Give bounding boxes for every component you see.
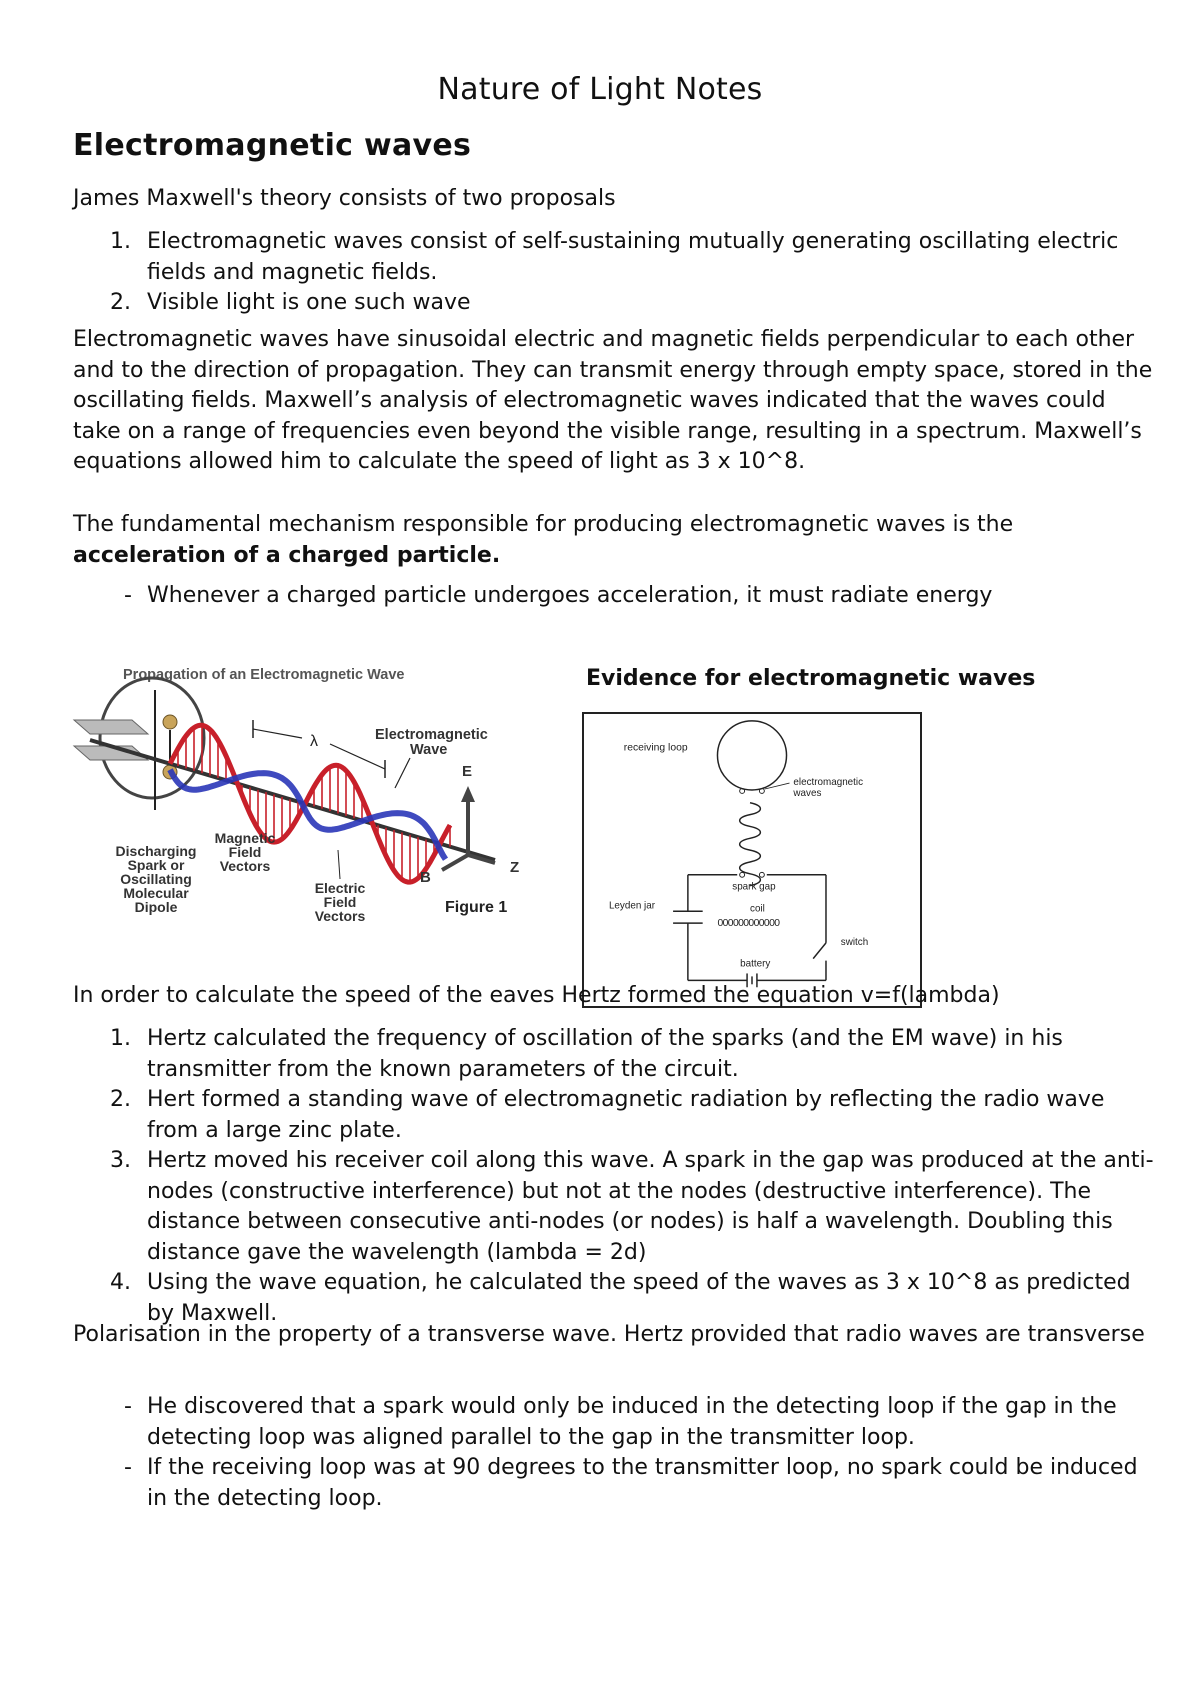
axis-e-label: E — [462, 763, 473, 780]
em-waves-label: electromagnetic — [793, 777, 864, 789]
paragraph-polarisation: Polarisation in the property of a transverse wave. Hertz provided that radio waves are transverse — [73, 1322, 1145, 1347]
lambda-symbol: λ — [310, 733, 318, 750]
evidence-heading: Evidence for electromagnetic waves — [586, 666, 1036, 691]
svg-text:Vectors: Vectors — [219, 858, 271, 874]
magnetic-field-wave — [170, 770, 446, 860]
figure1-caption: Figure 1 — [445, 899, 508, 916]
wave-label: Electromagnetic — [375, 727, 488, 743]
svg-text:waves: waves — [793, 787, 822, 799]
list-item: 2. Visible light is one such wave — [110, 290, 471, 315]
coil-label: coil — [750, 903, 765, 915]
battery-label: battery — [740, 958, 771, 970]
svg-text:Dipole: Dipole — [134, 899, 178, 915]
svg-text:Spark or: Spark or — [127, 857, 185, 873]
svg-text:Field: Field — [228, 844, 262, 860]
svg-text:Discharging: Discharging — [115, 843, 197, 859]
coil-icon: 000000000000 — [717, 918, 780, 930]
intro-text: James Maxwell's theory consists of two proposals — [73, 186, 616, 211]
polarisation-list — [73, 1392, 1158, 1514]
axis-b-label: B — [420, 869, 431, 886]
list-item: 4. Using the wave equation, he calculated the speed of the waves as 3 x 10^8 as predicted by Maxwell. — [110, 1270, 1131, 1326]
axis-z-label: Z — [510, 859, 520, 876]
wave-label-pointer — [395, 758, 410, 788]
page-title: Nature of Light Notes — [437, 72, 763, 107]
figure1-title: Propagation of an Electromagnetic Wave — [123, 667, 405, 683]
list-item: 1. Hertz calculated the frequency of oscillation of the sparks (and the EM wave) in his transmitter from the known parameters of the circuit. — [110, 1026, 1063, 1082]
em-wave-propagation-figure — [70, 660, 540, 940]
svg-text:Oscillating: Oscillating — [120, 871, 192, 887]
list-item: - He discovered that a spark would only be induced in the detecting loop if the gap in the detecting loop was aligned parallel to the gap in the transmitter loop. — [124, 1394, 1117, 1450]
acceleration-bullet — [73, 581, 1158, 612]
paragraph-em-waves: Electromagnetic waves have sinusoidal electric and magnetic fields perpendicular to each other and to the direction of propagation. They can transmit energy through empty space, stored in the oscillating fields. Maxwell’s analysis of electromagnetic waves indicated that the waves could take on a range of frequencies even beyond the visible range, resulting in a spectrum. Maxwell’s equations allowed him to calculate the speed of light as 3 x 10^8. — [73, 327, 1153, 474]
receiving-loop-label: receiving loop — [623, 742, 688, 754]
svg-text:Field: Field — [323, 894, 357, 910]
list-item: - If the receiving loop was at 90 degrees to the transmitter loop, no spark could be induced in the detecting loop. — [124, 1455, 1138, 1511]
dipole-label — [116, 843, 197, 915]
leyden-jar-label: Leyden jar — [608, 900, 656, 912]
paragraph-mechanism: The fundamental mechanism responsible for producing electromagnetic waves is the acceleration of a charged particle. — [73, 512, 1014, 568]
svg-text:Electric: Electric — [314, 880, 366, 896]
spark-gap-label: spark gap — [732, 881, 776, 893]
switch-label: switch — [840, 936, 869, 948]
section-heading: Electromagnetic waves — [73, 128, 472, 163]
svg-text:Molecular: Molecular — [123, 885, 189, 901]
hertz-steps-list — [73, 1024, 1158, 1329]
list-item: 1. Electromagnetic waves consist of self-sustaining mutually generating oscillating electric fields and magnetic fields. — [110, 229, 1119, 285]
list-item: - Whenever a charged particle undergoes acceleration, it must radiate energy — [124, 583, 993, 608]
magnetic-vectors-label — [215, 830, 276, 874]
spark-gap-icon — [740, 872, 745, 877]
list-item: 2. Hert formed a standing wave of electromagnetic radiation by reflecting the radio wave from a large zinc plate. — [110, 1087, 1105, 1143]
paragraph-hertz-equation: In order to calculate the speed of the eaves Hertz formed the equation v=f(lambda) — [73, 983, 1000, 1008]
list-item: 3. Hertz moved his receiver coil along this wave. A spark in the gap was produced at the anti-nodes (constructive interference) but not at the nodes (destructive interference). The distance between consecutive anti-nodes (or nodes) is half a wavelength. Doubling this distance gave the wavelength (lambda = 2d) — [110, 1148, 1154, 1265]
hertz-apparatus-diagram — [582, 712, 922, 1008]
wavelength-marker — [253, 720, 385, 778]
receiving-loop-icon — [717, 721, 786, 790]
proposals-list — [73, 227, 1158, 319]
svg-text:Wave: Wave — [410, 742, 448, 758]
electric-vectors-label — [315, 880, 366, 924]
svg-text:Magnetic: Magnetic — [214, 830, 276, 846]
svg-text:Vectors: Vectors — [314, 908, 366, 924]
